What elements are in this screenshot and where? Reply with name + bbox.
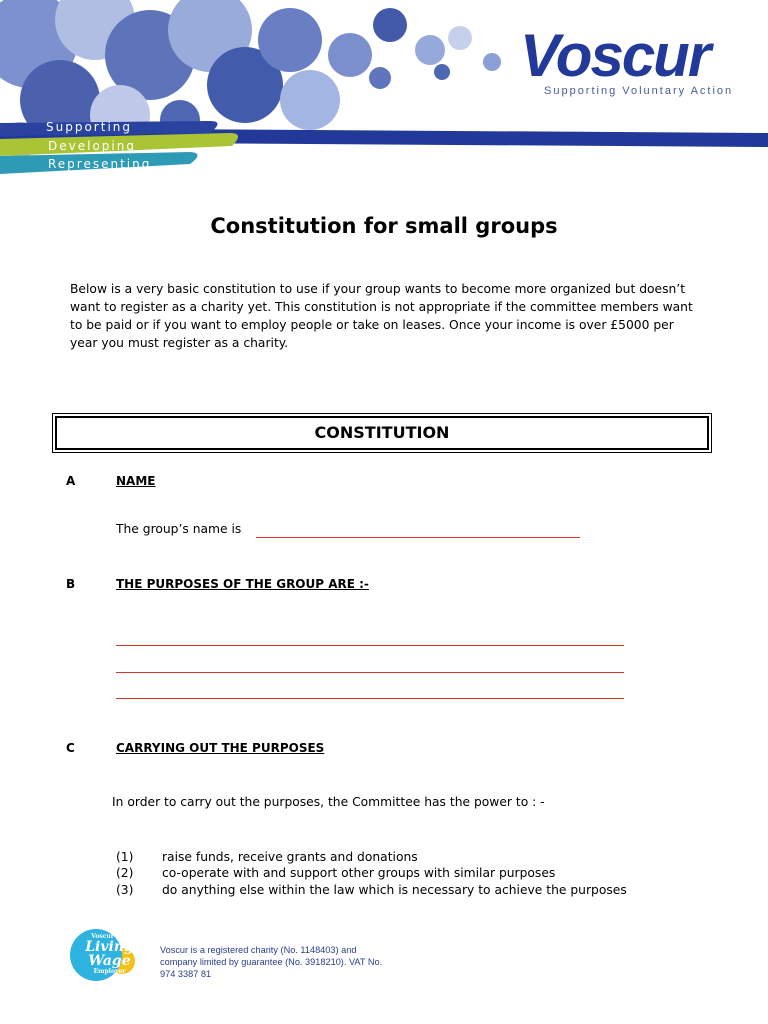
living-wage-logo <box>68 927 140 987</box>
section-a-letter: A <box>66 474 76 488</box>
list-item-text: co-operate with and support other groups with similar purposes <box>162 866 556 881</box>
living-wage-small-bottom: Employer <box>93 968 126 975</box>
purpose-field-line-3[interactable] <box>116 698 624 699</box>
section-b-letter: B <box>66 577 76 591</box>
living-wage-main: Living Wage <box>85 939 134 969</box>
voscur-logo <box>520 22 750 97</box>
ribbon-text-3: Representing <box>48 157 152 171</box>
list-item <box>116 882 627 898</box>
list-item-number: (1) <box>116 850 134 864</box>
group-name-field-line[interactable] <box>256 537 580 538</box>
list-item-text: do anything else within the law which is necessary to achieve the purposes <box>162 882 627 897</box>
constitution-heading: CONSTITUTION <box>314 423 450 442</box>
section-c-lead: In order to carry out the purposes, the Committee has the power to : - <box>112 795 545 809</box>
section-b-heading: THE PURPOSES OF THE GROUP ARE :- <box>116 577 369 591</box>
living-wage-small-top: Voscur is a <box>91 933 128 940</box>
list-item-number: (3) <box>116 882 134 897</box>
document-title: Constitution for small groups <box>210 214 558 238</box>
constitution-heading-box <box>55 416 709 450</box>
section-c-letter: C <box>66 741 75 755</box>
section-c-heading: CARRYING OUT THE PURPOSES <box>116 741 325 755</box>
purpose-field-line-1[interactable] <box>116 645 624 646</box>
brand-tagline: Supporting Voluntary Action <box>544 85 734 97</box>
section-a-heading: NAME <box>116 474 156 488</box>
ribbon-text-2: Developing <box>48 139 136 153</box>
brand-name: Voscur <box>520 22 710 89</box>
footer-charity-info: Voscur is a registered charity (No. 1148403) and company limited by guarantee (No. 3918210). VAT No. 974 3387 81 <box>160 945 383 979</box>
intro-paragraph: Below is a very basic constitution to use if your group wants to become more organized but doesn’t want to register as a charity yet. This constitution is not appropriate if the committee members want to be paid or if you want to employ people or take on leases. Once your income is over £5000 per year you must register as a charity. <box>70 282 693 350</box>
ribbon-text-1: Supporting <box>46 120 132 134</box>
list-item <box>116 849 627 865</box>
purpose-field-line-2[interactable] <box>116 672 624 673</box>
letterhead <box>0 0 768 185</box>
list-item <box>116 865 627 881</box>
list-item-text: raise funds, receive grants and donations <box>162 850 418 864</box>
list-item-number: (2) <box>116 866 134 881</box>
living-wage-text <box>82 933 137 975</box>
group-name-label: The group’s name is <box>116 522 242 536</box>
powers-list <box>116 849 627 898</box>
